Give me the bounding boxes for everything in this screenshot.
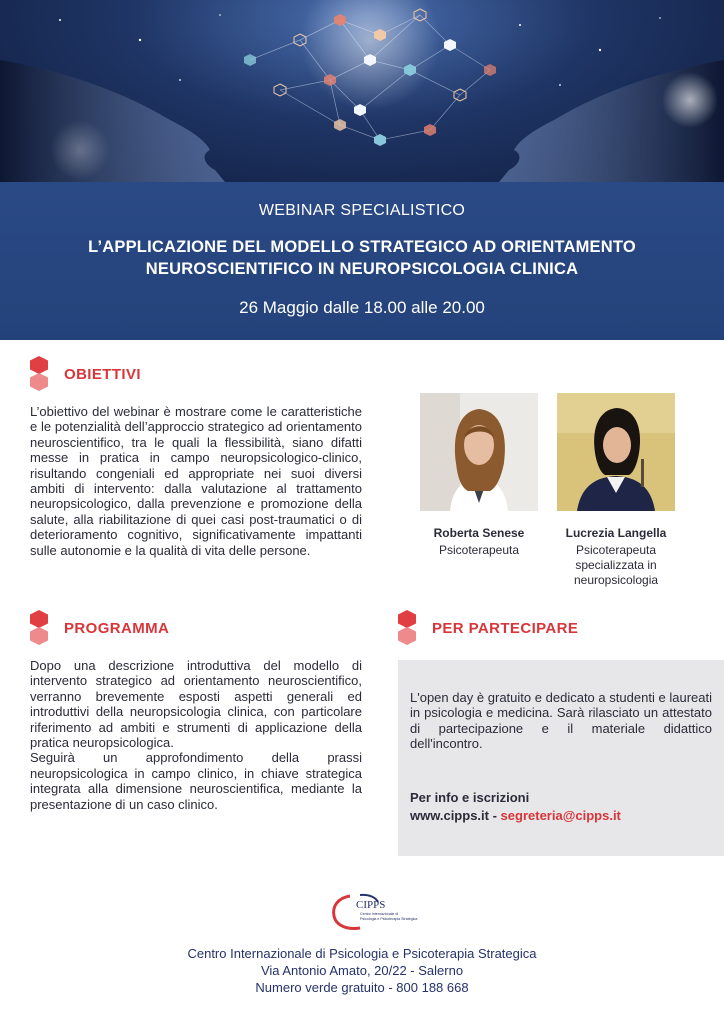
hexagon-icon [398,610,416,646]
speaker-name-2: Lucrezia Langella [565,526,667,540]
speaker-name-1: Roberta Senese [433,526,525,540]
cipps-logo [330,892,418,932]
obiettivi-text: L’obiettivo del webinar è mostrare come le caratteristiche e le potenzialità dell’approccio strategico ad orientamento neuroscientifico, tra le quali la flessibilità, siano difatti messe in pratica in campo neuropsicologico-clinico, risultando congeniali ed appropriate nei suoi diversi ambiti di intervento: dalla valutazione al trattamento neuropsicologico, dalla prevenzione e promozione della salute, alla riabilitazione di quei casi post-traumatici o di deterioramento cognitivo, significativamente impattanti sulle autonomie e la qualità di vita delle persone. [30,404,362,558]
event-date: 26 Maggio dalle 18.00 alle 20.00 [239,298,485,317]
info-label: Per info e iscrizioni [410,790,530,805]
logo-line2: Psicologia e Psicoterapia Strategica [360,917,418,921]
programma-title: PROGRAMMA [64,619,170,637]
programma-paragraph-2: Seguirà un approfondimento della prassi neuropsicologica in campo clinico, in chiave strategica integrata alla dimensione neuroscientifica, mediante la presentazione di un caso clinico. [30,750,362,812]
partecipare-title: PER PARTECIPARE [432,619,579,637]
programma-heading [30,610,169,646]
speaker-role-1: Psicoterapeuta [438,543,520,557]
footer-address: Via Antonio Amato, 20/22 - Salerno [260,963,464,978]
speaker-photo-lucrezia-langella [557,393,675,511]
logo-line1: Centro Internazionale di [360,912,399,916]
hexagon-icon [30,356,48,392]
speaker-role-2 [546,543,686,588]
hero-image [0,0,724,182]
footer-phone: Numero verde gratuito - 800 188 668 [255,980,469,995]
partecipare-text: L'open day è gratuito e dedicato a studenti e laureati in psicologia e medicina. Sarà rilasciato un attestato di partecipazione e il materiale didattico dell'incontro. [410,690,712,752]
footer-organization: Centro Internazionale di Psicologia e Psicoterapia Strategica [187,946,537,961]
title-banner [0,182,724,340]
event-title [60,236,664,280]
neural-network-illustration [0,0,724,182]
hexagon-icon [30,610,48,646]
speaker-role-2-line2: specializzata in [575,558,657,572]
website-link[interactable]: www.cipps.it [410,808,489,823]
obiettivi-heading [30,356,141,392]
email-link[interactable]: segreteria@cipps.it [500,808,621,823]
contact-separator: - [488,808,501,823]
partecipare-heading [398,610,578,646]
logo-mark: CIPPS [356,899,386,911]
speaker-role-2-line3: neuropsicologia [573,573,659,587]
contacts [410,808,621,823]
partecipare-box [398,660,724,856]
obiettivi-title: OBIETTIVI [64,365,141,383]
speaker-role-2-line1: Psicoterapeuta [575,543,657,557]
event-type: WEBINAR SPECIALISTICO [258,202,466,219]
programma-text [30,658,362,812]
programma-paragraph-1: Dopo una descrizione introduttiva del modello di intervento strategico ad orientamento neuroscientifico, verranno brevemente esposti aspetti generali ed introduttivi della neuropsicologia clinica, con particolare riferimento ad ambiti e strumenti di applicazione della pratica neuropsicologica. [30,658,362,751]
speaker-photo-roberta-senese [420,393,538,511]
event-title-line1: L’APPLICAZIONE DEL MODELLO STRATEGICO AD ORIENTAMENTO [88,238,636,256]
event-title-line2: NEUROSCIENTIFICO IN NEUROPSICOLOGIA CLINICA [145,260,579,278]
